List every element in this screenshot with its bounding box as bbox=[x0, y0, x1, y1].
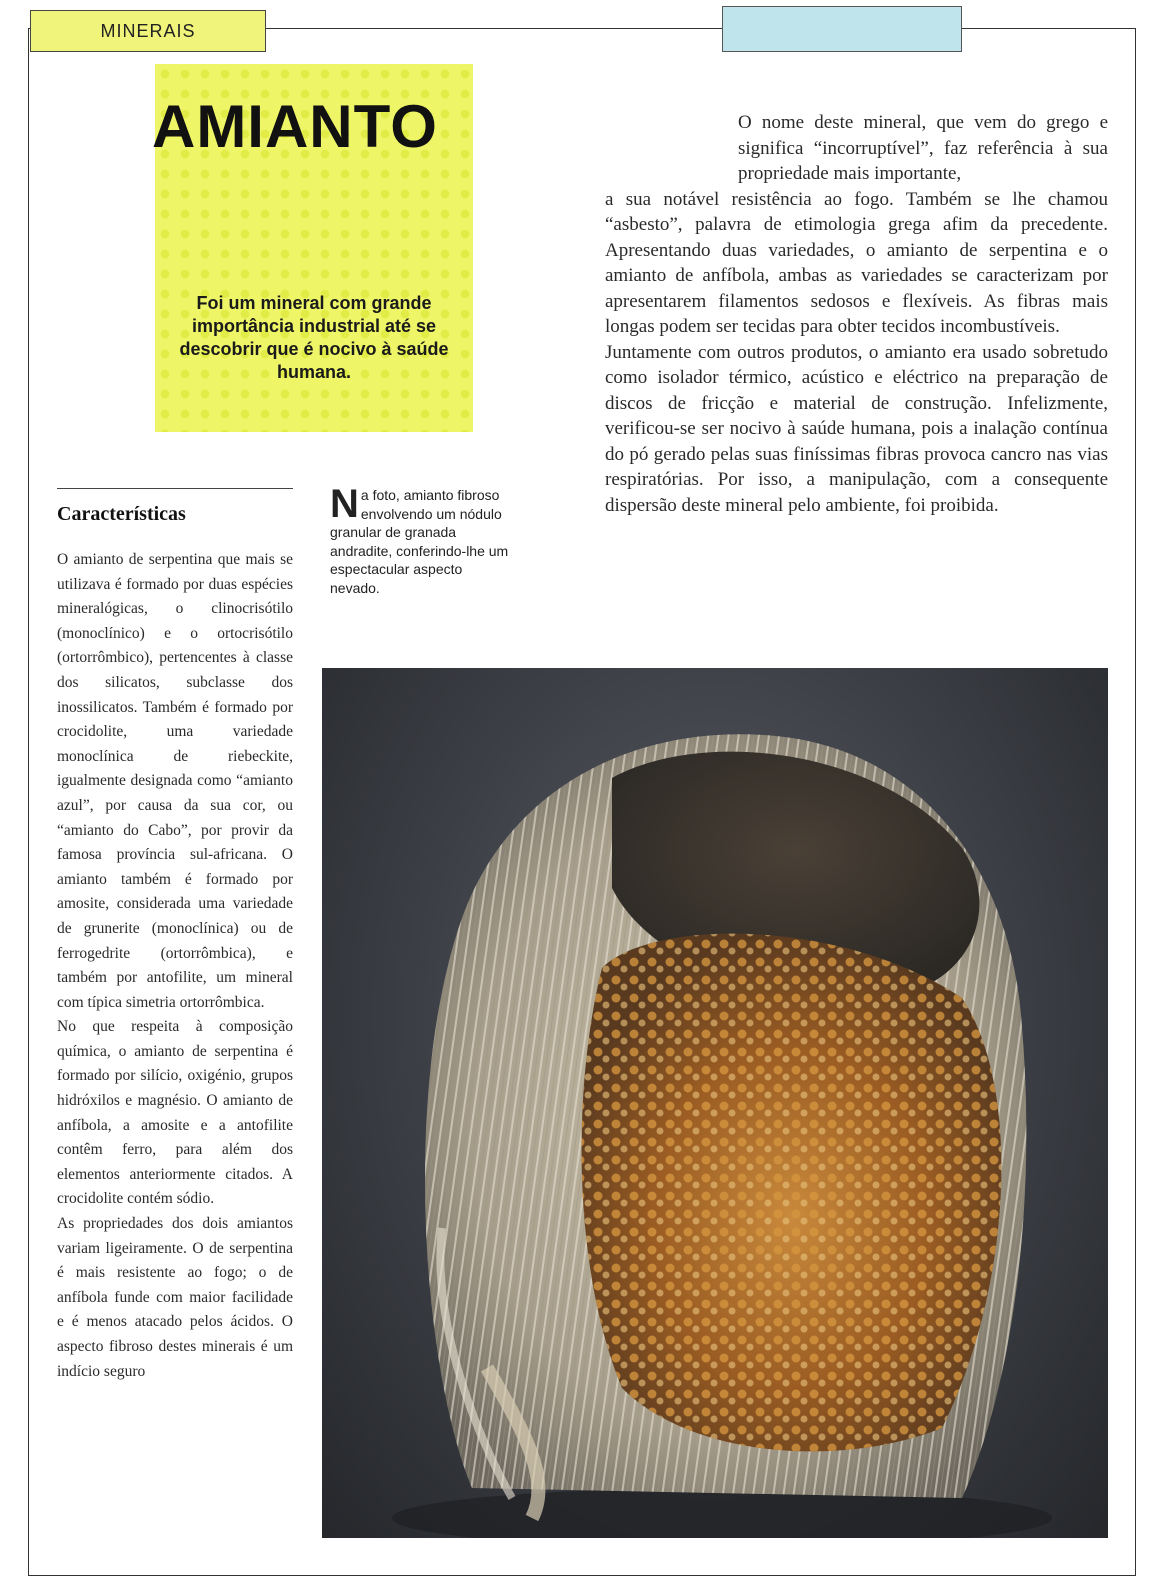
sidebar-heading: Características bbox=[57, 503, 186, 525]
photo-caption bbox=[330, 482, 512, 598]
main-paragraph: Juntamente com outros produtos, o amianto era usado sobretudo como isolador térmico, acústico e eléctrico na preparação de discos de fricção e material de construção. Infelizmente, verificou-se ser nocivo à saúde humana, pois a inalação contínua do pó gerado pelas suas finíssimas fibras provoca cancro nas vias respiratórias. Por isso, a manipulação, com a consequente dispersão deste mineral pelo ambiente, foi proibida. bbox=[605, 341, 1108, 516]
page-title: AMIANTO bbox=[152, 93, 438, 160]
sidebar-paragraph: As propriedades dos dois amiantos variam ligeiramente. O de serpentina é mais resistente ao fogo; o de anfíbola funde com maior facilidade e é menos atacado pelos ácidos. O aspecto fibroso destes minerais é um indício seguro bbox=[57, 1215, 293, 1380]
sidebar-paragraph: O amianto de serpentina que mais se utilizava é formado por duas espécies mineralógicas, o clinocrisótilo (monoclínico) e o ortocrisótilo (ortorrômbico), pertencentes à classe dos silicatos, subclasse dos inossilicatos. Também é formado por crocidolite, uma variedade monoclínica de riebeckite, igualmente designada como “amianto azul”, por causa da sua cor, ou “amianto do Cabo”, por provir da famosa província sul-africana. O amianto também é formado por amosite, considerada uma variedade de grunerite (monoclínica) ou de ferrogedrite (ortorrômbica), e também por antofilite, um mineral com típica simetria ortorrômbica. bbox=[57, 551, 293, 1011]
section-tag-shadow bbox=[722, 6, 962, 52]
main-intro: O nome deste mineral, que vem do grego e significa “incorruptível”, faz referência à sua propriedade mais importante, bbox=[738, 112, 1108, 184]
mineral-photo bbox=[322, 668, 1108, 1538]
sidebar-rule bbox=[57, 488, 293, 489]
main-text bbox=[605, 110, 1108, 518]
sidebar-text bbox=[57, 548, 293, 1384]
asbestos-specimen-illustration bbox=[322, 668, 1108, 1538]
subtitle: Foi um mineral com grande importância industrial até se descobrir que é nocivo à saúde humana. bbox=[179, 293, 449, 382]
caption-text: a foto, amianto fibroso envolvendo um nódulo granular de granada andradite, conferindo-lhe um espectacular aspecto nevado. bbox=[330, 487, 509, 596]
sidebar-paragraph: No que respeita à composição química, o amianto de serpentina é formado por silício, oxigénio, grupos hidróxilos e magnésio. O amianto de anfíbola, a amosite e a antofilite contêm ferro, para além dos elementos anteriormente citados. A crocidolite contém sódio. bbox=[57, 1018, 293, 1208]
caption-dropcap: N bbox=[330, 482, 359, 526]
main-paragraph: a sua notável resistência ao fogo. Também se lhe chamou “asbesto”, palavra de etimologia grega afim da precedente. Apresentando duas variedades, o amianto de serpentina e o amianto de anfíbola, ambas as variedades se caracterizam por apresentarem filamentos sedosos e flexíveis. As fibras mais longas podem ser tecidas para obter tecidos incombustíveis. bbox=[605, 188, 1108, 337]
section-tag: MINERAIS bbox=[30, 10, 266, 52]
